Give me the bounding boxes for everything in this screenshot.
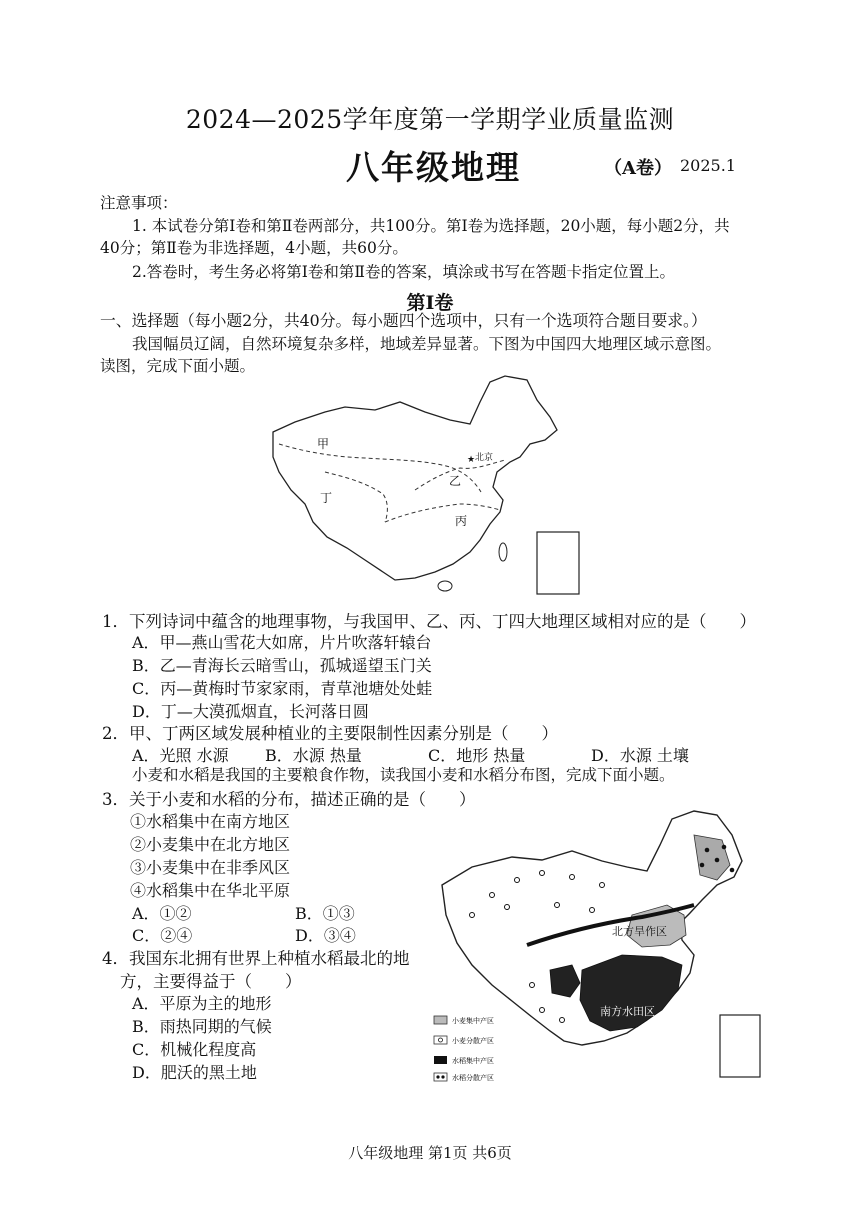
sichuan-rice-zone [550, 965, 580, 997]
legend-swatch-rice-scattered [434, 1073, 447, 1081]
q4-option-d[interactable]: D．肥沃的黑土地 [132, 1063, 257, 1082]
q2-option-d[interactable]: D．水源 土壤 [591, 746, 689, 765]
exam-title: 2024—2025学年度第一学期学业质量监测 [185, 105, 675, 134]
q4-stem-1: 4．我国东北拥有世界上种植水稻最北的地 [102, 949, 410, 968]
q3-statement-3: ③小麦集中在非季风区 [130, 858, 291, 877]
map-label-bing: 丙 [455, 514, 468, 528]
legend-label-wheat-main: 小麦集中产区 [452, 1017, 494, 1025]
china-regions-map [265, 372, 590, 602]
legend-swatch-rice-main [434, 1056, 447, 1064]
region-boundary-qinling [385, 504, 500, 522]
region-boundary-ding [325, 472, 387, 522]
q4-option-c[interactable]: C．机械化程度高 [132, 1040, 257, 1059]
q3-option-d[interactable]: D．③④ [295, 926, 356, 945]
q3-stem: 3．关于小麦和水稻的分布，描述正确的是（ ） [102, 790, 476, 809]
map-label-ding: 丁 [320, 491, 333, 505]
south-china-sea-inset-2 [720, 1015, 760, 1077]
beijing-star-icon: ★ [467, 455, 476, 465]
south-rice-zone [580, 955, 682, 1031]
q4-option-a[interactable]: A．平原为主的地形 [132, 994, 272, 1013]
q1-stem: 1．下列诗词中蕴含的地理事物，与我国甲、乙、丙、丁四大地理区域相对应的是（ ） [102, 612, 756, 631]
notice-line-2: 2.答卷时，考生务必将第Ⅰ卷和第Ⅱ卷的答案，填涂或书写在答题卡指定位置上。 [132, 263, 675, 281]
south-china-sea-inset [537, 532, 579, 594]
paper-version: （A卷） [604, 158, 672, 179]
notice-heading: 注意事项： [100, 194, 178, 212]
intro-2: 小麦和水稻是我国的主要粮食作物，读我国小麦和水稻分布图，完成下面小题。 [132, 766, 675, 784]
legend-label-rice-scattered: 水稻分散产区 [452, 1074, 494, 1082]
map-label-beijing: 北京 [475, 453, 494, 463]
q4-option-b[interactable]: B．雨热同期的气候 [132, 1017, 272, 1036]
wheat-rice-map [432, 805, 770, 1085]
china-outline [273, 376, 557, 580]
section-title: 第Ⅰ卷 [406, 292, 454, 314]
q1-option-d[interactable]: D．丁—大漠孤烟直，长河落日圆 [132, 702, 369, 721]
q1-option-c[interactable]: C．丙—黄梅时节家家雨，青草池塘处处蛙 [132, 679, 433, 698]
map-label-south: 南方水田区 [600, 1005, 655, 1018]
legend-label-wheat-scattered: 小麦分散产区 [452, 1037, 494, 1045]
q2-option-a[interactable]: A．光照 水源 [132, 746, 229, 765]
q1-option-a[interactable]: A．甲—燕山雪花大如席，片片吹落轩辕台 [132, 633, 432, 652]
q2-option-b[interactable]: B．水源 热量 [265, 746, 362, 765]
map-label-north: 北方旱作区 [612, 925, 667, 938]
subject-title: 八年级地理 [346, 148, 521, 187]
q1-option-b[interactable]: B．乙—青海长云暗雪山，孤城遥望玉门关 [132, 656, 432, 675]
part-heading: 一、选择题（每小题2分，共40分。每小题四个选项中，只有一个选项符合题目要求。） [100, 311, 707, 330]
northeast-wheat-zone [694, 835, 730, 880]
q2-stem: 2．甲、丁两区域发展种植业的主要限制性因素分别是（ ） [102, 724, 558, 743]
exam-date: 2025.1 [680, 156, 736, 175]
q3-statement-1: ①水稻集中在南方地区 [130, 812, 291, 831]
q3-statement-2: ②小麦集中在北方地区 [130, 835, 291, 854]
map-legend [434, 1016, 494, 1082]
q4-stem-2: 方，主要得益于（ ） [120, 972, 302, 991]
intro-1b: 读图，完成下面小题。 [100, 357, 256, 375]
q3-option-b[interactable]: B．①③ [295, 904, 355, 923]
q3-option-c[interactable]: C．②④ [132, 926, 193, 945]
q2-option-c[interactable]: C．地形 热量 [428, 746, 526, 765]
map-label-yi: 乙 [449, 474, 462, 488]
map-label-jia: 甲 [317, 437, 330, 451]
hainan-island [438, 581, 452, 591]
q3-option-a[interactable]: A．①② [132, 904, 192, 923]
taiwan-island [499, 543, 507, 561]
legend-swatch-wheat-main [434, 1016, 447, 1024]
legend-label-rice-main: 水稻集中产区 [452, 1057, 494, 1065]
notice-line-1a: 1. 本试卷分第Ⅰ卷和第Ⅱ卷两部分，共100分。第Ⅰ卷为选择题，20小题，每小题2分，共 [132, 217, 730, 235]
intro-1a: 我国幅员辽阔，自然环境复杂多样，地域差异显著。下图为中国四大地理区域示意图。 [132, 335, 722, 353]
page-footer: 八年级地理 第1页 共6页 [348, 1144, 512, 1162]
notice-line-1b: 40分；第Ⅱ卷为非选择题，4小题，共60分。 [100, 239, 408, 257]
q3-statement-4: ④水稻集中在华北平原 [130, 881, 291, 900]
